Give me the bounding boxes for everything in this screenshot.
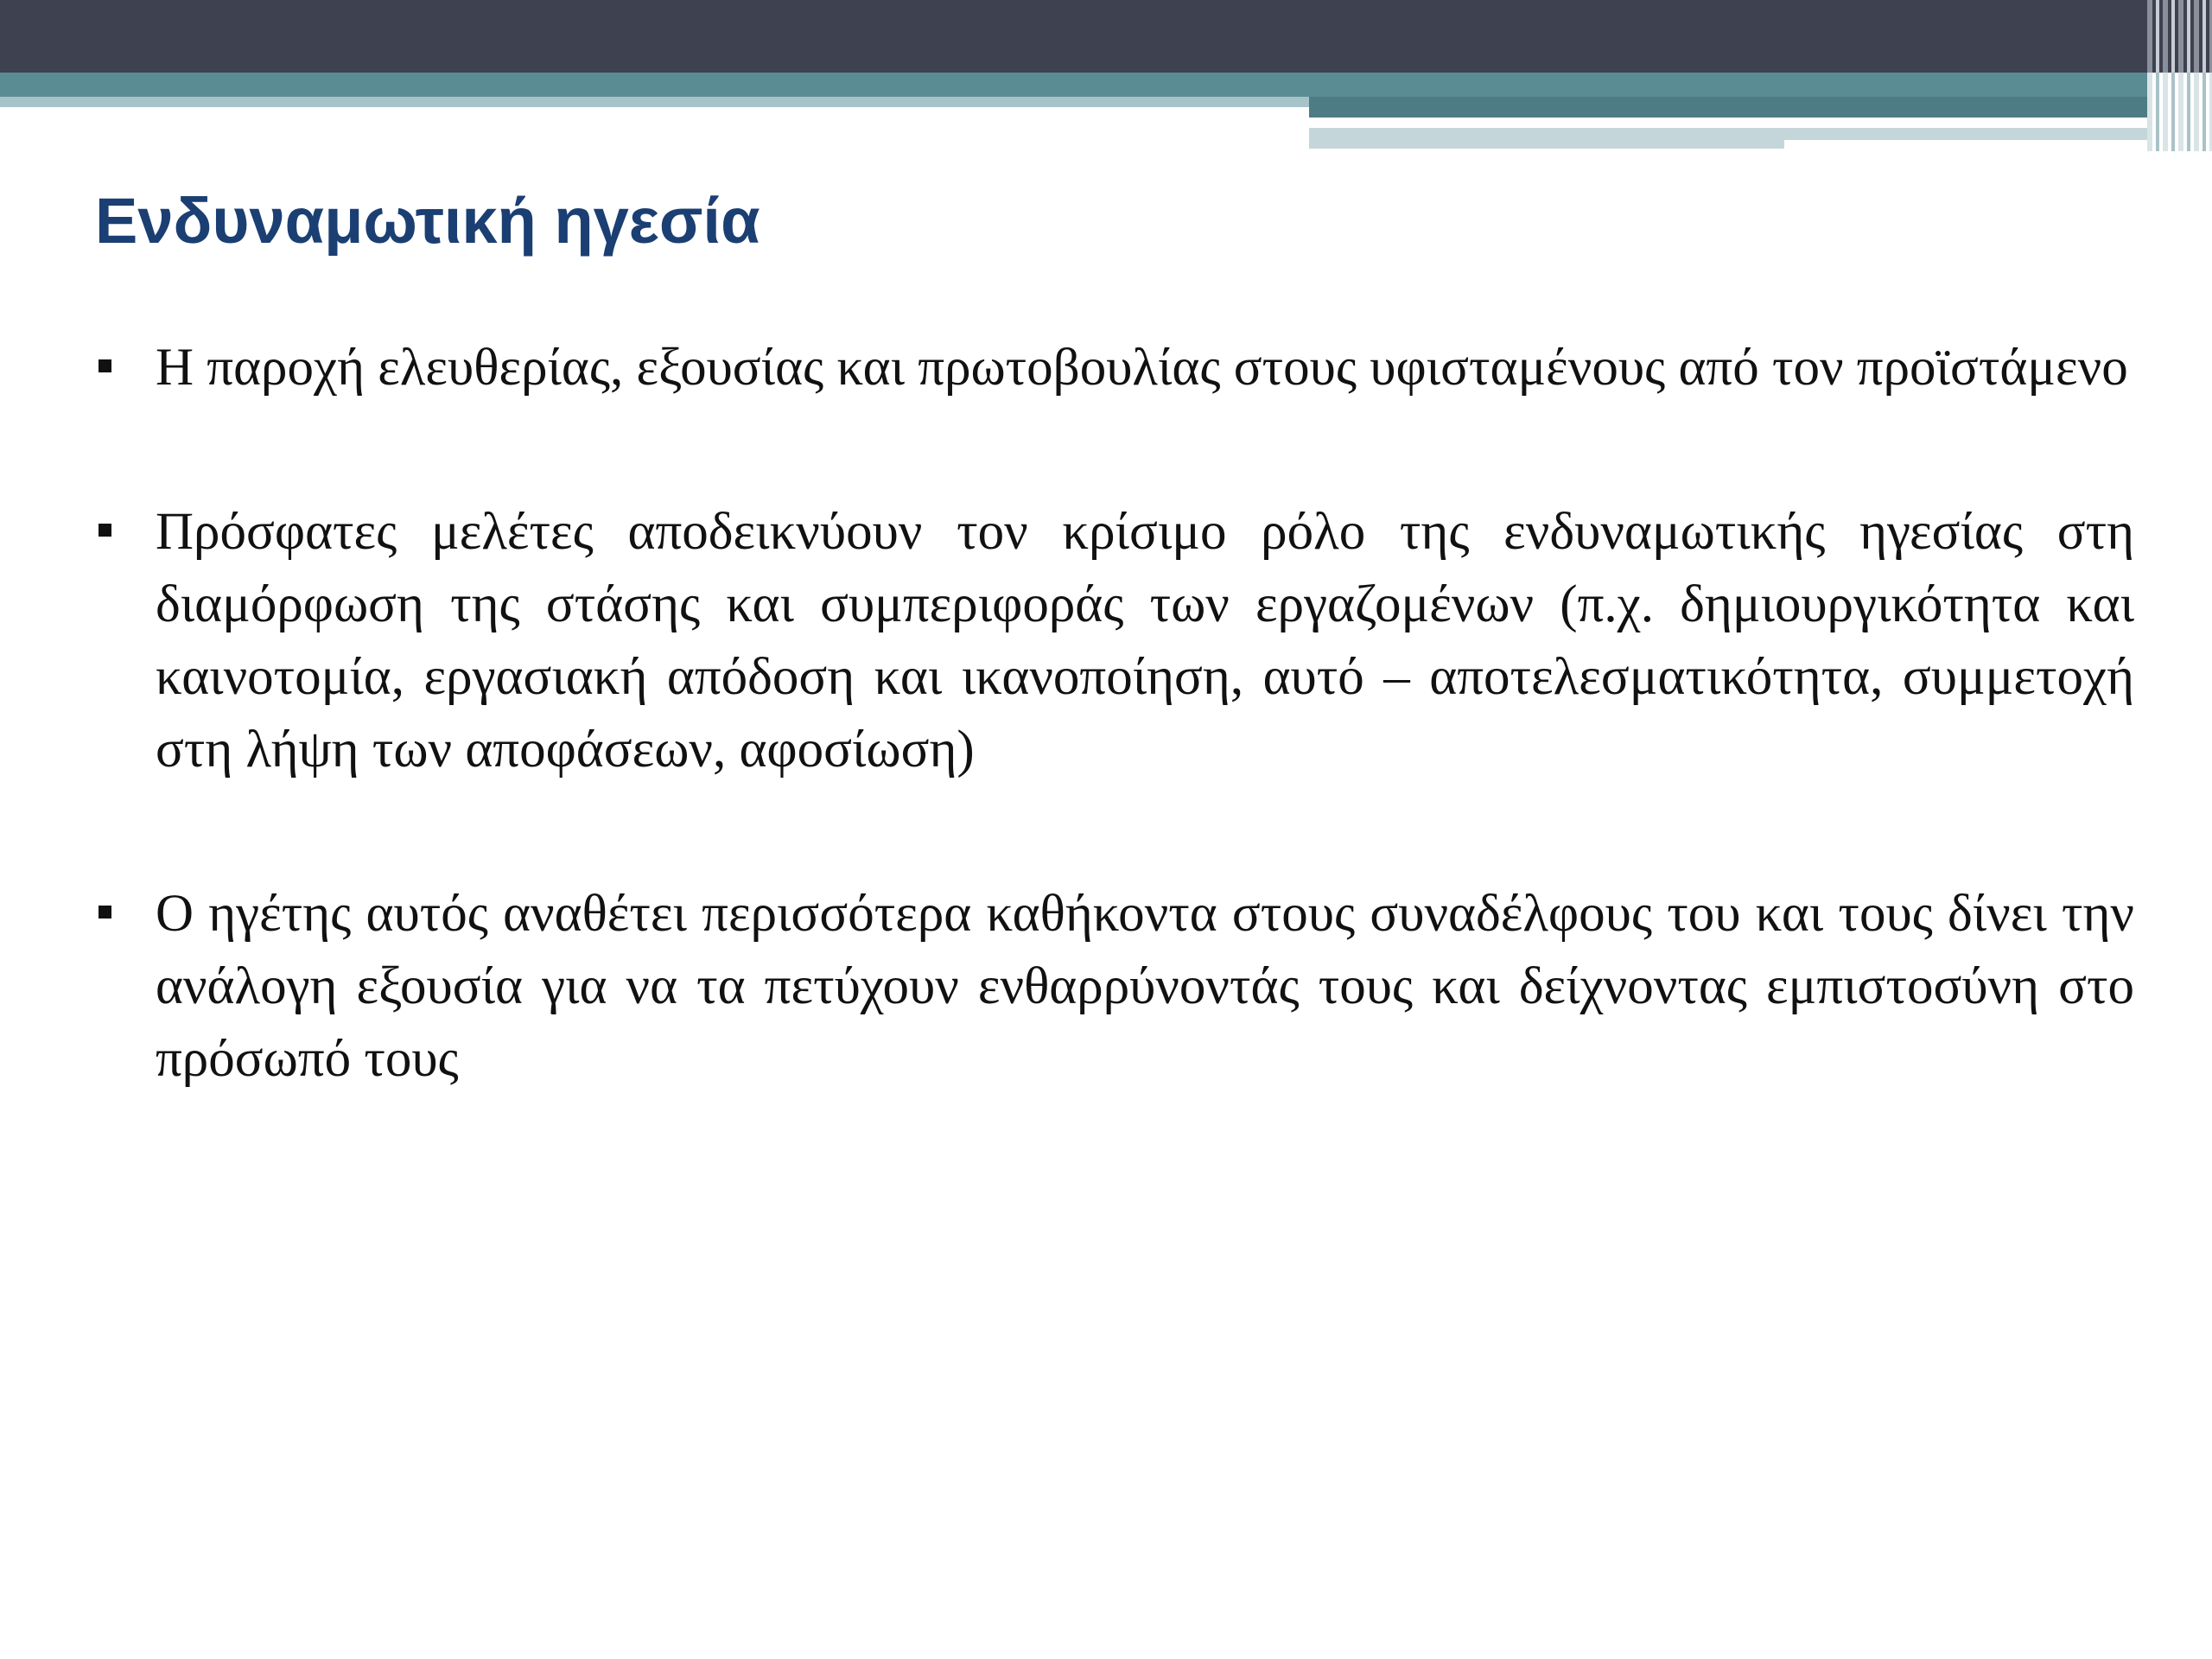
bullet-text: Η παροχή ελευθερίας, εξουσίας και πρωτοβουλίας στους υφισταμένους από τον προϊστάμενο — [156, 339, 2128, 397]
header-stripe-pale — [1309, 128, 1784, 149]
bullet-list — [95, 332, 2134, 1187]
header-stripe-pale-thin — [1784, 128, 2169, 140]
bullet-text: Ο ηγέτης αυτός αναθέτει περισσότερα καθήκοντα στους συναδέλφους του και τους δίνει την ανάλογη εξουσία για να τα πετύχουν ενθαρρύνοντάς τους και δείχνοντας εμπιστοσύνη στο πρόσωπό τους — [156, 885, 2134, 1088]
header-stripe — [0, 73, 2169, 97]
header-band — [0, 0, 2212, 73]
square-bullet-icon — [99, 906, 111, 918]
square-bullet-icon — [99, 524, 111, 537]
slide-title: Ενδυναμωτική ηγεσία — [95, 185, 760, 257]
header-stripe-light — [0, 97, 1309, 107]
bullet-item — [95, 878, 2134, 1096]
decorative-vertical-lines-top — [2147, 0, 2212, 73]
square-bullet-icon — [99, 359, 111, 372]
header-stripe-gap — [1309, 118, 2048, 126]
header-stripe-teal-right — [1309, 97, 2169, 118]
bullet-item — [95, 496, 2134, 786]
bullet-text: Πρόσφατες μελέτες αποδεικνύουν τον κρίσιμο ρόλο της ενδυναμωτικής ηγεσίας στη διαμόρφωση της στάσης και συμπεριφοράς των εργαζομένων (π.χ. δημιουργικότητα και καινοτομία, εργασιακή απόδοση και ικανοποίηση, αυτό – αποτελεσματικότητα, συμμετοχή στη λήψη των αποφάσεων, αφοσίωση) — [156, 503, 2134, 779]
bullet-item — [95, 332, 2134, 404]
